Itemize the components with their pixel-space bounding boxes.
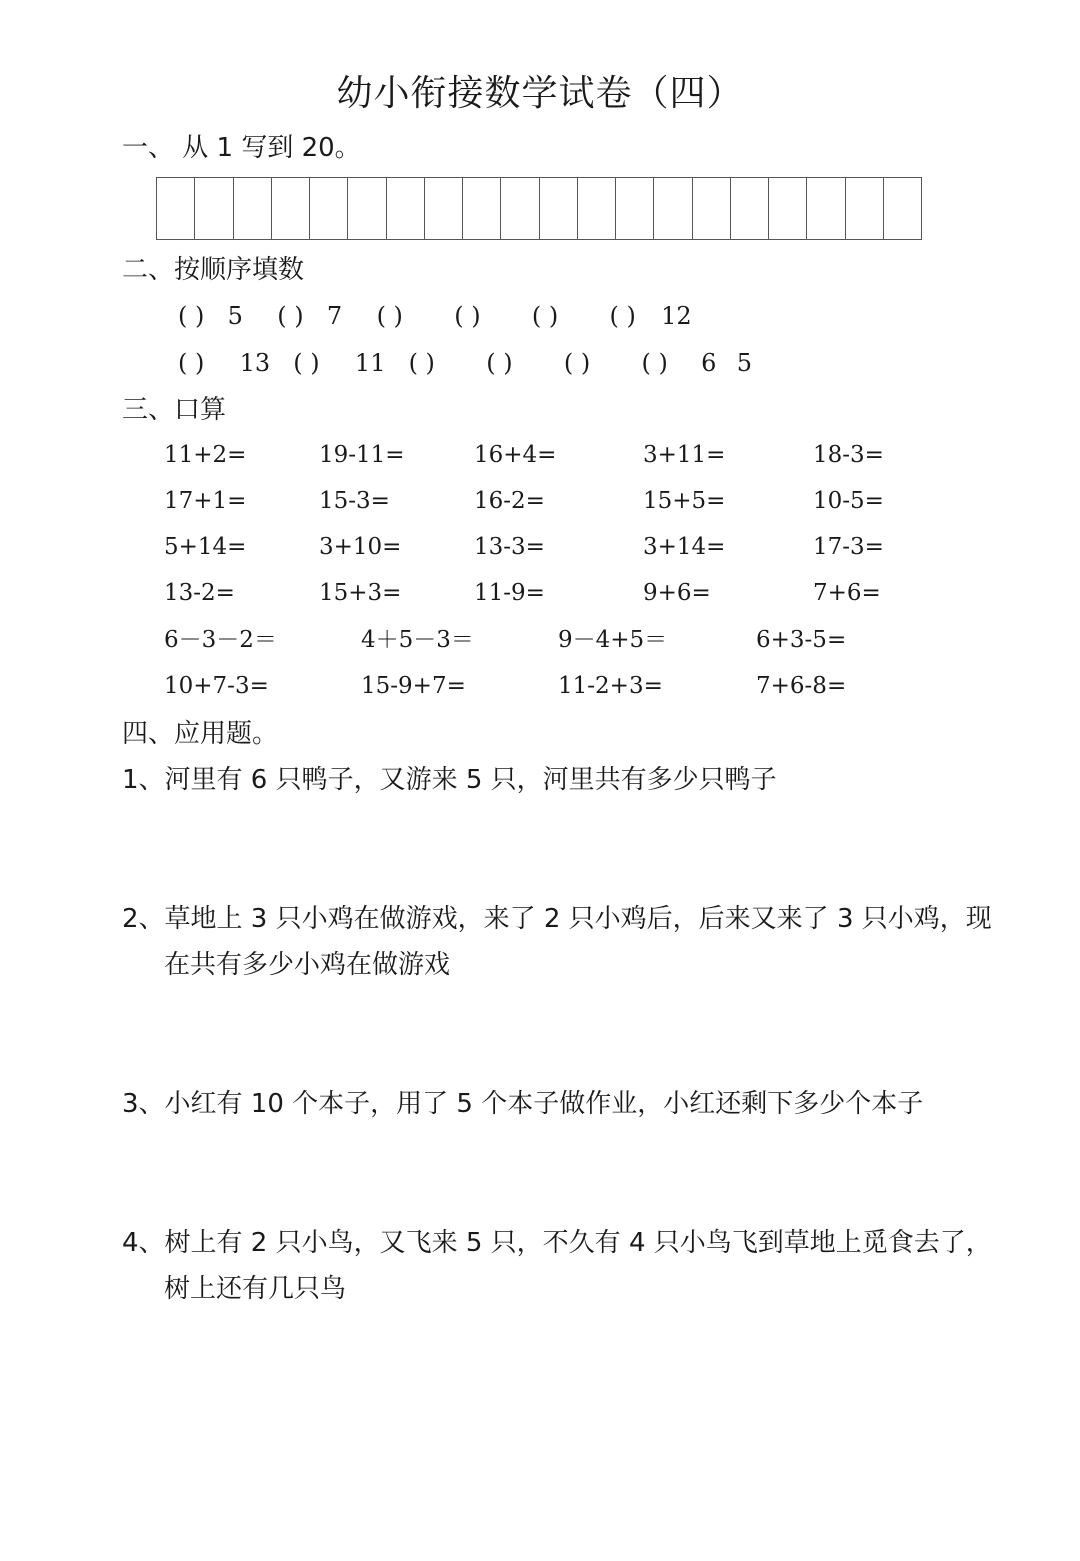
grid-cell[interactable]	[348, 178, 386, 239]
blank-slot[interactable]: ( )	[454, 302, 481, 330]
calc-item: 19-11=	[319, 442, 405, 468]
sequence-number: 12	[661, 302, 692, 330]
blank-slot[interactable]: ( )	[178, 302, 205, 330]
word-problem-4: 4、树上有 2 只小鸟，又飞来 5 只，不久有 4 只小鸟飞到草地上觅食去了，树上还有几只鸟	[122, 1228, 992, 1304]
calc-item: 9+6=	[643, 580, 711, 606]
calc-item: 7+6-8=	[756, 673, 847, 699]
calc-item: 18-3=	[813, 442, 884, 468]
calc-item: 16+4=	[474, 442, 557, 468]
blank-slot[interactable]: ( )	[293, 349, 320, 377]
sequence-number: 11	[354, 349, 386, 377]
grid-cell[interactable]	[578, 178, 616, 239]
blank-slot[interactable]: ( )	[609, 302, 636, 330]
calc-item: 4＋5－3＝	[361, 627, 474, 653]
calc-item: 10+7-3=	[164, 673, 269, 699]
blank-slot[interactable]: ( )	[531, 302, 559, 330]
calc-item: 6+3-5=	[756, 627, 847, 653]
grid-cell[interactable]	[195, 178, 233, 239]
grid-cell[interactable]	[310, 178, 348, 239]
grid-cell[interactable]	[769, 178, 807, 239]
sequence-row-1	[178, 299, 692, 333]
grid-cell[interactable]	[616, 178, 654, 239]
grid-cell[interactable]	[463, 178, 501, 239]
calc-item: 15+3=	[319, 580, 402, 606]
sequence-number: 7	[326, 302, 343, 330]
writing-grid[interactable]	[156, 177, 922, 240]
grid-cell[interactable]	[272, 178, 310, 239]
calc-item: 11+2=	[164, 442, 247, 468]
section-4-heading: 四、应用题。	[122, 719, 279, 749]
section-1-heading: 一、 从 1 写到 20。	[122, 133, 361, 163]
calc-item: 6－3－2＝	[164, 627, 277, 653]
grid-cell[interactable]	[387, 178, 425, 239]
sequence-number: 6	[701, 349, 717, 377]
word-problem-1: 1、河里有 6 只鸭子，又游来 5 只，河里共有多少只鸭子	[122, 765, 777, 795]
blank-slot[interactable]: ( )	[408, 349, 435, 377]
calc-item: 15-3=	[319, 488, 390, 514]
grid-cell[interactable]	[731, 178, 769, 239]
grid-cell[interactable]	[693, 178, 731, 239]
calc-item: 9－4+5＝	[558, 627, 668, 653]
grid-cell[interactable]	[884, 178, 921, 239]
calc-item: 17-3=	[813, 534, 884, 560]
calc-item: 13-2=	[164, 580, 235, 606]
blank-slot[interactable]: ( )	[486, 349, 513, 377]
grid-cell[interactable]	[654, 178, 692, 239]
word-problem-2: 2、草地上 3 只小鸡在做游戏，来了 2 只小鸡后，后来又来了 3 只小鸡，现在共有多少小鸡在做游戏	[122, 904, 992, 980]
grid-cell[interactable]	[425, 178, 463, 239]
grid-cell[interactable]	[234, 178, 272, 239]
calc-item: 3+11=	[643, 442, 726, 468]
blank-slot[interactable]: ( )	[641, 349, 668, 377]
grid-cell[interactable]	[157, 178, 195, 239]
calc-item: 15+5=	[643, 488, 726, 514]
blank-slot[interactable]: ( )	[376, 302, 403, 330]
sequence-row-2	[178, 346, 752, 380]
calc-item: 5+14=	[164, 534, 247, 560]
calc-item: 15-9+7=	[361, 673, 466, 699]
section-2-heading: 二、按顺序填数	[122, 255, 305, 285]
calc-item: 11-2+3=	[558, 673, 663, 699]
calc-item: 3+10=	[319, 534, 402, 560]
section-3-heading: 三、口算	[122, 395, 227, 425]
page-title: 幼小衔接数学试卷（四）	[336, 73, 744, 114]
blank-slot[interactable]: ( )	[178, 349, 205, 377]
calc-item: 11-9=	[474, 580, 545, 606]
calc-item: 3+14=	[643, 534, 726, 560]
calc-item: 10-5=	[813, 488, 884, 514]
sequence-number: 5	[227, 302, 243, 330]
calc-item: 16-2=	[474, 488, 545, 514]
grid-cell[interactable]	[501, 178, 539, 239]
blank-slot[interactable]: ( )	[277, 302, 304, 330]
calc-item: 13-3=	[474, 534, 545, 560]
grid-cell[interactable]	[540, 178, 578, 239]
calc-item: 7+6=	[813, 580, 881, 606]
word-problem-3: 3、小红有 10 个本子，用了 5 个本子做作业，小红还剩下多少个本子	[122, 1089, 924, 1119]
grid-cell[interactable]	[846, 178, 884, 239]
blank-slot[interactable]: ( )	[563, 349, 591, 377]
sequence-number: 13	[239, 349, 271, 377]
sequence-number: 5	[736, 349, 753, 377]
calc-item: 17+1=	[164, 488, 247, 514]
grid-cell[interactable]	[807, 178, 845, 239]
